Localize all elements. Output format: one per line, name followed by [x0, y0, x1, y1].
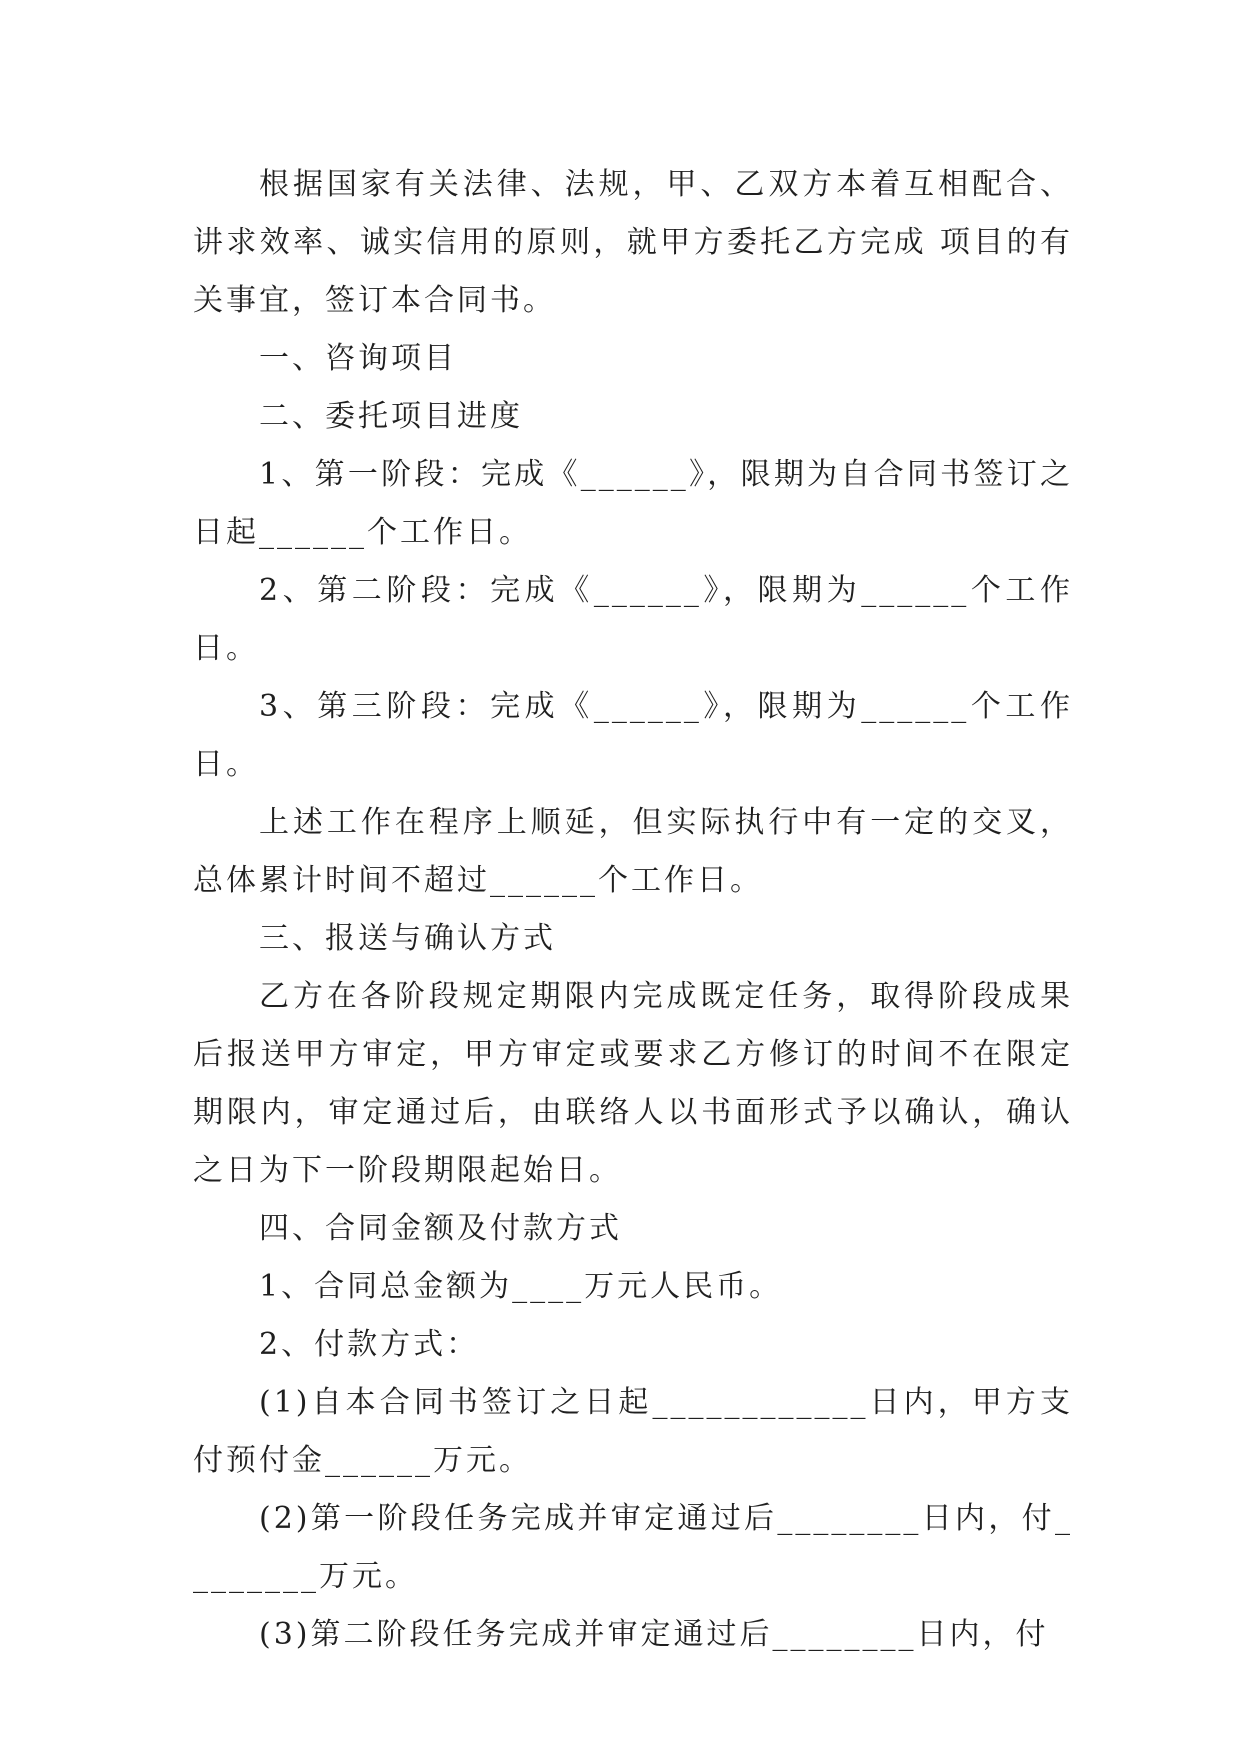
- payment-subitem-1: (1)自本合同书签订之日起____________日内，甲方支付预付金______万元。: [193, 1385, 1073, 1478]
- section-heading-amount-payment: 四、合同金额及付款方式: [259, 1211, 622, 1246]
- submission-paragraph: 乙方在各阶段规定期限内完成既定任务，取得阶段成果后报送甲方审定，甲方审定或要求乙方修订的时间不在限定期限内，审定通过后，由联络人以书面形式予以确认，确认之日为下一阶段期限起始日。: [193, 979, 1073, 1188]
- section-heading-project-schedule: 二、委托项目进度: [259, 399, 523, 434]
- intro-paragraph: 根据国家有关法律、法规，甲、乙双方本着互相配合、讲求效率、诚实信用的原则，就甲方委托乙方完成 项目的有关事宜，签订本合同书。: [193, 167, 1073, 318]
- section-heading-consulting-project: 一、咨询项目: [259, 341, 457, 376]
- schedule-stage-1: 1、第一阶段：完成《______》，限期为自合同书签订之日起______个工作日。: [193, 457, 1073, 550]
- section-heading-submission-confirmation: 三、报送与确认方式: [259, 921, 556, 956]
- document-body: [193, 156, 1073, 1664]
- payment-subitem-3: (3)第二阶段任务完成并审定通过后________日内，付: [259, 1617, 1049, 1652]
- payment-subitem-2: (2)第一阶段任务完成并审定通过后________日内，付________万元。: [193, 1501, 1073, 1594]
- payment-method-item: 2、付款方式：: [259, 1327, 480, 1362]
- total-amount-item: 1、合同总金额为____万元人民币。: [259, 1269, 783, 1304]
- schedule-total-paragraph: 上述工作在程序上顺延，但实际执行中有一定的交叉，总体累计时间不超过______个工作日。: [193, 805, 1073, 898]
- schedule-stage-2: 2、第二阶段：完成《______》，限期为______个工作日。: [193, 573, 1073, 666]
- schedule-stage-3: 3、第三阶段：完成《______》，限期为______个工作日。: [193, 689, 1073, 782]
